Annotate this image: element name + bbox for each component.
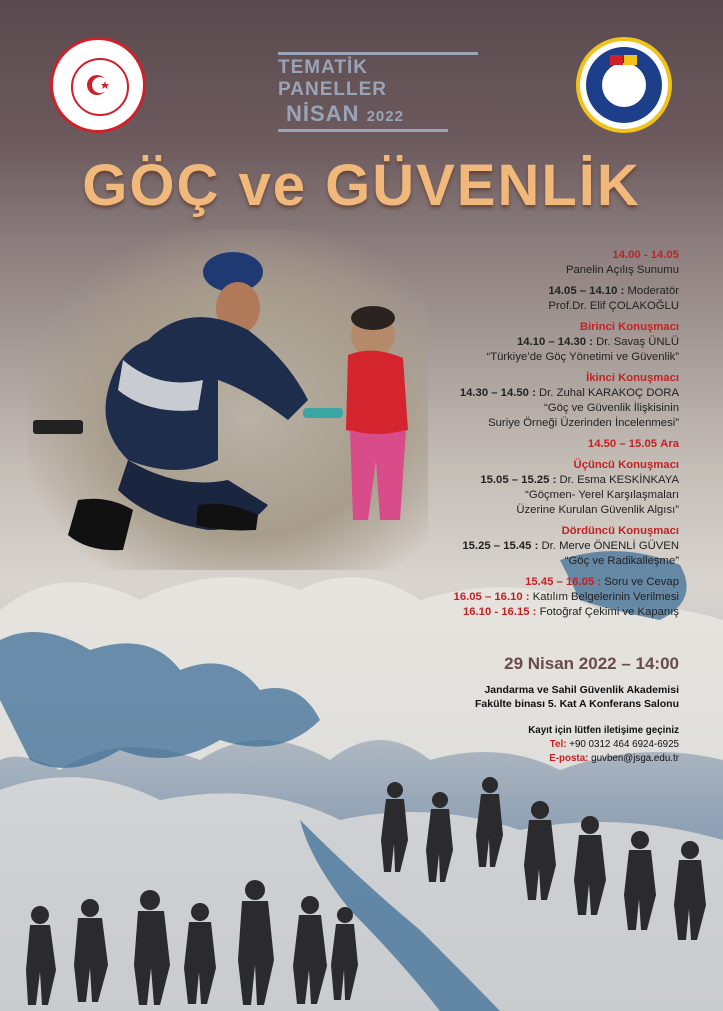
schedule-text: Katılım Belgelerinin Verilmesi <box>532 591 679 603</box>
schedule-time: 14.30 – 14.50 : <box>459 387 536 399</box>
email-label: E-posta: <box>549 753 589 764</box>
talk-title: “Göç ve Güvenlik İlişkisinin <box>544 402 679 414</box>
speaker-heading: Üçüncü Konuşmacı <box>573 459 679 471</box>
tel-value[interactable]: +90 0312 464 6924-6925 <box>569 739 679 750</box>
panel-line-1: TEMATİK PANELLER <box>278 57 387 100</box>
schedule-time: 16.05 – 16.10 : <box>453 591 530 603</box>
ministry-seal-logo <box>50 37 146 133</box>
schedule-time: 15.05 – 15.25 : <box>480 474 557 486</box>
flag-icon <box>610 53 638 71</box>
talk-title: “Göç ve Radikalleşme” <box>564 555 679 567</box>
event-date: 29 Nisan 2022 – 14:00 <box>504 654 679 673</box>
schedule-text: Fotoğraf Çekimi ve Kapanış <box>539 606 679 618</box>
speaker-heading: Dördüncü Konuşmacı <box>561 525 679 537</box>
panel-line-2 <box>286 101 478 127</box>
speaker-name: Dr. Savaş ÜNLÜ <box>596 336 679 348</box>
panel-month: NİSAN <box>286 101 360 126</box>
schedule-speaker-4 <box>319 524 679 569</box>
speaker-name: Dr. Esma KESKİNKAYA <box>559 474 679 486</box>
talk-title: “Türkiye’de Göç Yönetimi ve Güvenlik” <box>486 351 679 363</box>
tel-label: Tel: <box>549 739 567 750</box>
panel-year: 2022 <box>366 108 404 125</box>
schedule-text: Moderatör <box>627 285 679 297</box>
speaker-name: Dr. Zuhal KARAKOÇ DORA <box>539 387 679 399</box>
panel-header <box>278 50 478 134</box>
schedule-text: Prof.Dr. Elif ÇOLAKOĞLU <box>548 300 679 312</box>
speaker-heading: Birinci Konuşmacı <box>579 321 679 333</box>
migrant-crowd-silhouettes <box>0 740 723 1011</box>
schedule-text: Panelin Açılış Sunumu <box>565 264 679 276</box>
schedule-speaker-2 <box>319 371 679 431</box>
schedule-moderator <box>319 284 679 314</box>
poster-title: GÖÇ ve GÜVENLİK <box>82 153 641 218</box>
venue-line-2: Fakülte binası 5. Kat A Konferans Salonu <box>474 698 679 710</box>
academy-seal-logo <box>576 37 672 133</box>
schedule-time: 14.50 – 15.05 <box>587 438 658 450</box>
schedule-closing <box>319 575 679 620</box>
contact-intro: Kayıt için lütfen iletişime geçiniz <box>528 725 679 736</box>
schedule-speaker-3 <box>319 458 679 518</box>
schedule-time: 16.10 - 16.15 : <box>462 606 537 618</box>
program-schedule <box>319 248 679 626</box>
schedule-opening <box>319 248 679 278</box>
talk-title: Üzerine Kurulan Güvenlik Algısı” <box>516 504 679 516</box>
venue-line-1: Jandarma ve Sahil Güvenlik Akademisi <box>484 684 679 696</box>
schedule-time: 15.25 – 15.45 : <box>462 540 539 552</box>
talk-title: “Göçmen- Yerel Karşılaşmaları <box>525 489 679 501</box>
schedule-text: Ara <box>660 438 679 450</box>
schedule-time: 14.05 – 14.10 : <box>548 285 625 297</box>
schedule-break <box>319 437 679 452</box>
crescent-star-icon <box>85 72 111 98</box>
schedule-time: 15.45 – 16.05 : <box>525 576 602 588</box>
talk-title: Suriye Örneği Üzerinden İncelenmesi” <box>488 417 679 429</box>
schedule-time: 14.10 – 14.30 : <box>516 336 593 348</box>
speaker-name: Dr. Merve ÖNENLİ GÜVEN <box>541 540 679 552</box>
schedule-text: Soru ve Cevap <box>604 576 679 588</box>
event-venue <box>475 683 679 711</box>
schedule-time: 14.00 - 14.05 <box>612 249 679 261</box>
email-value[interactable]: guvben@jsga.edu.tr <box>591 753 679 764</box>
schedule-speaker-1 <box>319 320 679 365</box>
speaker-heading: İkinci Konuşmacı <box>586 372 679 384</box>
